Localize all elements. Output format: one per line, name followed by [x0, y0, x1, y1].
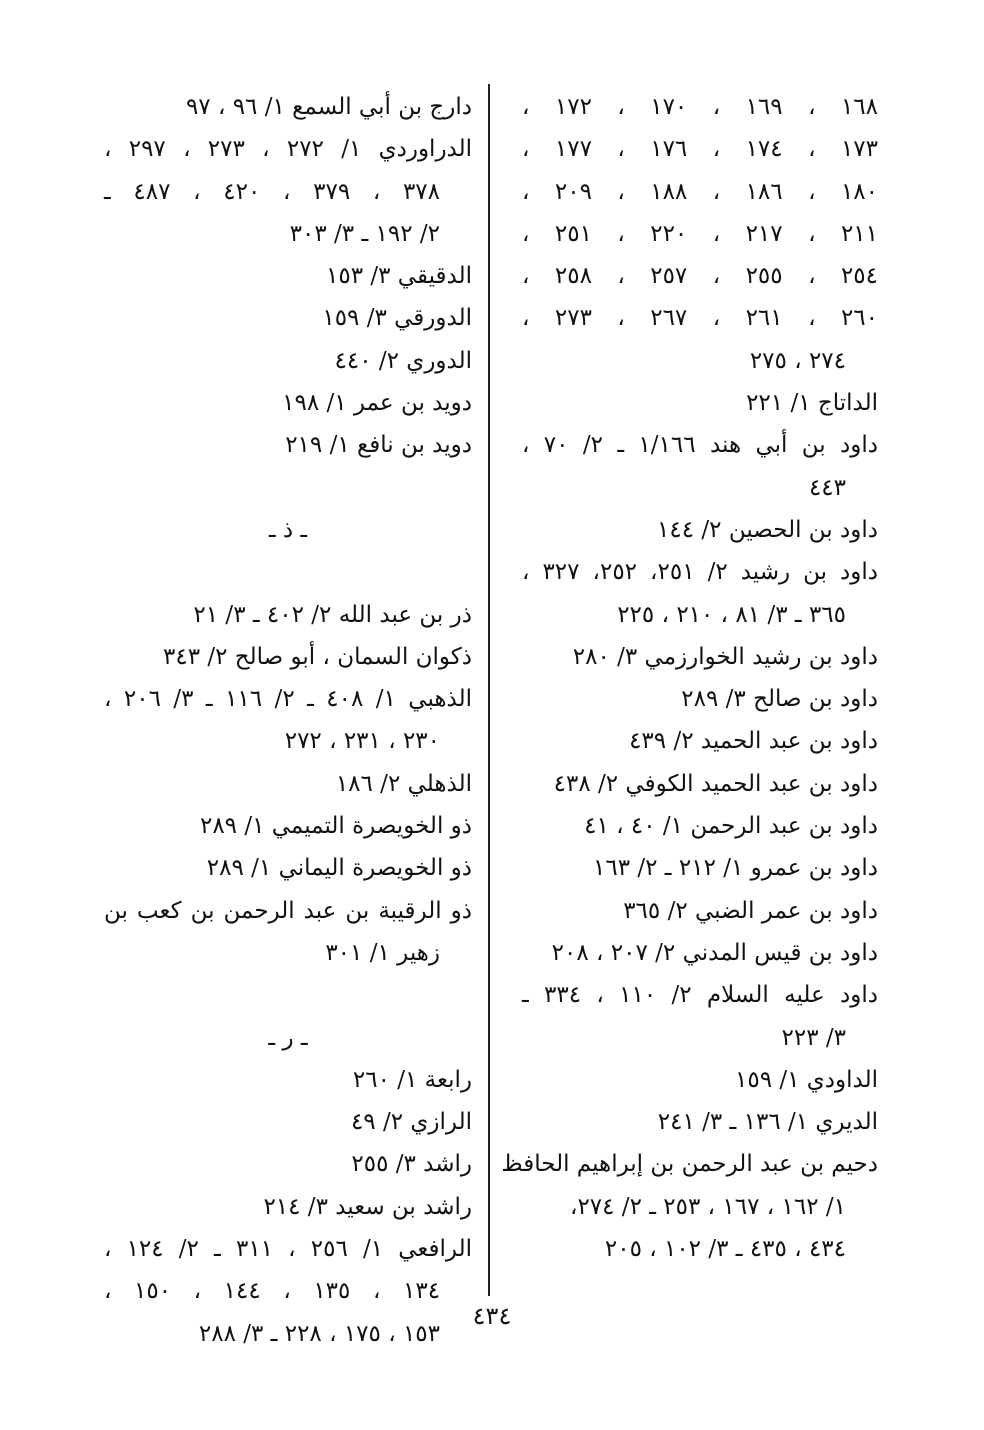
- index-entry: ٢٥٤ ، ٢٥٥ ، ٢٥٧ ، ٢٥٨ ،: [522, 263, 878, 290]
- section-spacer: [104, 467, 472, 509]
- section-spacer: [104, 551, 472, 593]
- index-entry: رابعة ١/ ٢٦٠: [352, 1066, 472, 1093]
- index-entry-continuation: ١٣٤ ، ١٣٥ ، ١٤٤ ، ١٥٠ ،: [104, 1278, 441, 1305]
- index-entry: داود بن صالح ٣/ ٢٨٩: [681, 686, 878, 713]
- index-column-left: [104, 86, 472, 1355]
- index-entry-continuation: ٣/ ٢٢٣: [781, 1024, 846, 1051]
- section-letter-heading: ـ ر ـ: [268, 1024, 308, 1051]
- column-divider: [488, 84, 490, 1296]
- index-entry: الدوري ٢/ ٤٤٠: [334, 347, 472, 374]
- index-entry-continuation: ٤٤٣: [808, 474, 846, 501]
- index-entry: ٢٦٠ ، ٢٦١ ، ٢٦٧ ، ٢٧٣ ،: [522, 305, 878, 332]
- index-entry: داود بن أبي هند ١/١٦٦ ـ ٢/ ٧٠ ،: [522, 432, 878, 459]
- index-entry-continuation: ١/ ١٦٢ ، ١٦٧ ، ٢٥٣ ـ ٢/ ٢٧٤،: [570, 1193, 846, 1220]
- index-entry-continuation: زهير ١/ ٣٠١: [325, 939, 440, 966]
- index-entry: داود بن عمر الضبي ٢/ ٣٦٥: [623, 897, 878, 924]
- index-entry: راشد بن سعيد ٣/ ٢١٤: [263, 1193, 472, 1220]
- index-entry: الدراوردي ١/ ٢٧٢ ، ٢٧٣ ، ٢٩٧ ،: [104, 136, 473, 163]
- index-entry: داود بن رشيد ٢/ ٢٥١، ٢٥٢، ٣٢٧ ،: [522, 559, 879, 586]
- index-entry: ١٨٠ ، ١٨٦ ، ١٨٨ ، ٢٠٩ ،: [522, 178, 878, 205]
- index-entry: داود عليه السلام ٢/ ١١٠ ، ٣٣٤ ـ: [522, 982, 879, 1009]
- index-entry: داود بن عبد الرحمن ١/ ٤٠ ، ٤١: [584, 813, 878, 840]
- index-entry: داود بن الحصين ٢/ ١٤٤: [657, 516, 878, 543]
- page-number: ٤٣٤: [472, 1302, 512, 1330]
- index-entry: داود بن رشيد الخوارزمي ٣/ ٢٨٠: [572, 643, 878, 670]
- index-entry: الديري ١/ ١٣٦ ـ ٣/ ٢٤١: [657, 1109, 878, 1136]
- index-entry-continuation: ٢/ ١٩٢ ـ ٣/ ٣٠٣: [289, 220, 440, 247]
- index-entry-continuation: ٣٧٨ ، ٣٧٩ ، ٤٢٠ ، ٤٨٧ ـ: [104, 178, 441, 205]
- section-letter-heading: ـ ذ ـ: [268, 516, 308, 543]
- index-entry: داود بن عمرو ١/ ٢١٢ ـ ٢/ ١٦٣: [593, 855, 878, 882]
- index-entry: ذو الخويصرة اليماني ١/ ٢٨٩: [206, 855, 472, 882]
- index-entry: دويد بن عمر ١/ ١٩٨: [282, 390, 472, 417]
- index-entry: ذو الخويصرة التميمي ١/ ٢٨٩: [199, 813, 472, 840]
- index-entry: الرافعي ١/ ٢٥٦ ، ٣١١ ـ ٢/ ١٢٤ ،: [104, 1236, 472, 1263]
- index-entry: راشد ٣/ ٢٥٥: [351, 1151, 472, 1178]
- index-entry: الذهلي ٢/ ١٨٦: [335, 770, 472, 797]
- index-entry-continuation: ٢٣٠ ، ٢٣١ ، ٢٧٢: [284, 728, 440, 755]
- index-entry: دارج بن أبي السمع ١/ ٩٦ ، ٩٧: [185, 94, 472, 120]
- index-column-right: [501, 86, 879, 1270]
- index-entry: داود بن عبد الحميد ٢/ ٤٣٩: [629, 728, 878, 755]
- index-entry: الداتاج ١/ ٢٢١: [746, 390, 878, 417]
- index-entry: داود بن قيس المدني ٢/ ٢٠٧ ، ٢٠٨: [551, 939, 878, 966]
- index-entry: الدقيقي ٣/ ١٥٣: [325, 263, 472, 290]
- section-spacer: [104, 974, 472, 1016]
- index-entry-continuation: ٤٣٤ ، ٤٣٥ ـ ٣/ ١٠٢ ، ٢٠٥: [604, 1236, 846, 1263]
- index-entry: ذر بن عبد الله ٢/ ٤٠٢ ـ ٣/ ٢١: [193, 601, 472, 628]
- index-entry: الداودي ١/ ١٥٩: [734, 1066, 878, 1093]
- index-entry: الدورقي ٣/ ١٥٩: [322, 305, 472, 332]
- index-entry: ١٦٨ ، ١٦٩ ، ١٧٠ ، ١٧٢ ،: [522, 94, 878, 120]
- index-entry-continuation: ٢٧٤ ، ٢٧٥: [749, 347, 846, 374]
- index-entry: الرازي ٢/ ٤٩: [350, 1109, 472, 1136]
- index-entry: داود بن عبد الحميد الكوفي ٢/ ٤٣٨: [553, 770, 878, 797]
- index-entry: دويد بن نافع ١/ ٢١٩: [285, 432, 472, 459]
- index-entry: ذو الرقيبة بن عبد الرحمن بن كعب بن: [104, 897, 472, 924]
- index-entry: الذهبي ١/ ٤٠٨ ـ ٢/ ١١٦ ـ ٣/ ٢٠٦ ،: [104, 686, 473, 713]
- index-entry: ١٧٣ ، ١٧٤ ، ١٧٦ ، ١٧٧ ،: [522, 136, 878, 163]
- index-entry: ٢١١ ، ٢١٧ ، ٢٢٠ ، ٢٥١ ،: [522, 220, 878, 247]
- index-entry-continuation: ١٥٣ ، ١٧٥ ، ٢٢٨ ـ ٣/ ٢٨٨: [198, 1320, 440, 1347]
- index-entry: ذكوان السمان ، أبو صالح ٢/ ٣٤٣: [163, 643, 472, 670]
- index-entry-continuation: ٣٦٥ ـ ٣/ ٨١ ، ٢١٠ ، ٢٢٥: [617, 601, 846, 628]
- index-entry: دحيم بن عبد الرحمن بن إبراهيم الحافظ: [501, 1151, 878, 1178]
